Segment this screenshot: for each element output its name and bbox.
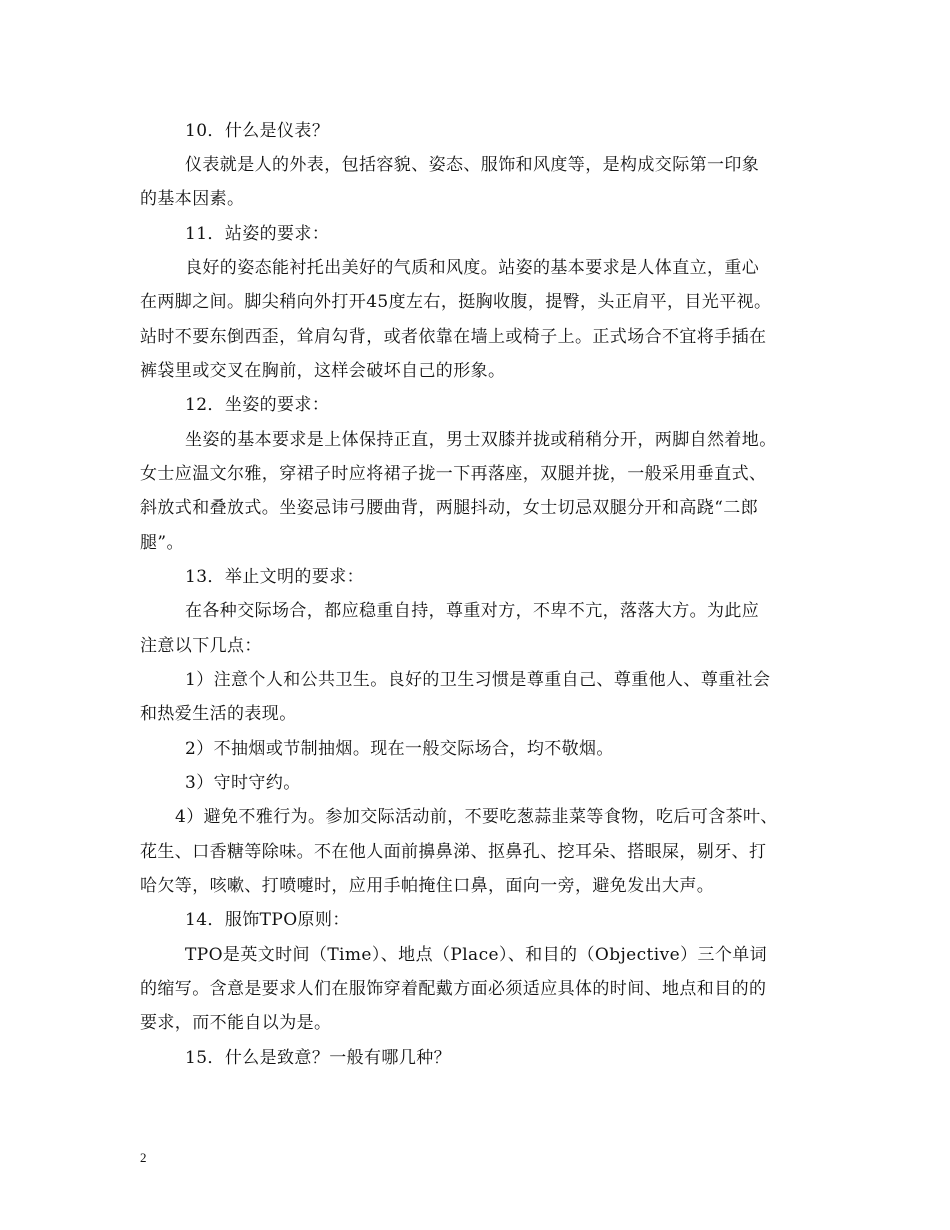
paragraph-line: 仪表就是人的外表，包括容貌、姿态、服饰和风度等，是构成交际第一印象 <box>185 155 760 175</box>
list-item-2: 2）不抽烟或节制抽烟。现在一般交际场合，均不敬烟。 <box>185 739 614 759</box>
paragraph-line: 坐姿的基本要求是上体保持正直，男士双膝并拢或稍稍分开，两脚自然着地。 <box>185 430 777 450</box>
heading-14: 14．服饰TPO原则： <box>185 910 350 930</box>
page-number: 2 <box>140 1150 147 1165</box>
paragraph-line: 站时不要东倒西歪，耸肩勾背，或者依靠在墙上或椅子上。正式场合不宜将手插在 <box>140 327 767 347</box>
paragraph-line: 和热爱生活的表现。 <box>140 704 297 724</box>
heading-11: 11．站姿的要求： <box>185 224 330 244</box>
paragraph-line: TPO是英文时间（Time）、地点（Place）、和目的（Objective）三个单词 <box>185 945 768 965</box>
paragraph-line: 在两脚之间。脚尖稍向外打开45度左右，挺胸收腹，提臀，头正肩平，目光平视。 <box>140 292 772 312</box>
heading-15: 15．什么是致意？一般有哪几种？ <box>185 1048 452 1068</box>
paragraph-line: 的基本因素。 <box>140 189 245 209</box>
paragraph-line: 腿”。 <box>140 533 184 553</box>
paragraph-line: 注意以下几点： <box>140 636 262 656</box>
paragraph-line: 要求，而不能自以为是。 <box>140 1013 332 1033</box>
paragraph-line: 斜放式和叠放式。坐姿忌讳弓腰曲背，两腿抖动，女士切忌双腿分开和高跷“二郎 <box>140 498 759 518</box>
paragraph-line: 良好的姿态能衬托出美好的气质和风度。站姿的基本要求是人体直立，重心 <box>185 258 760 278</box>
paragraph-line: 的缩写。含意是要求人们在服饰穿着配戴方面必须适应具体的时间、地点和目的的 <box>140 979 767 999</box>
list-item-4: 4）避免不雅行为。参加交际活动前，不要吃葱蒜韭菜等食物，吃后可含茶叶、 <box>175 807 778 827</box>
heading-12: 12．坐姿的要求： <box>185 395 330 415</box>
paragraph-line: 女士应温文尔雅，穿裙子时应将裙子拢一下再落座，双腿并拢，一般采用垂直式、 <box>140 464 767 484</box>
paragraph-line: 哈欠等，咳嗽、打喷嚏时，应用手帕掩住口鼻，面向一旁，避免发出大声。 <box>140 876 715 896</box>
heading-13: 13．举止文明的要求： <box>185 567 365 587</box>
heading-10: 10．什么是仪表？ <box>185 121 330 141</box>
list-item-3: 3）守时守约。 <box>185 773 301 793</box>
list-item-1: 1）注意个人和公共卫生。良好的卫生习惯是尊重自己、尊重他人、尊重社会 <box>185 670 771 690</box>
paragraph-line: 花生、口香糖等除味。不在他人面前擤鼻涕、抠鼻孔、挖耳朵、搭眼屎，剔牙、打 <box>140 842 767 862</box>
paragraph-line: 裤袋里或交叉在胸前，这样会破坏自己的形象。 <box>140 361 506 381</box>
paragraph-line: 在各种交际场合，都应稳重自持，尊重对方，不卑不亢，落落大方。为此应 <box>185 601 760 621</box>
